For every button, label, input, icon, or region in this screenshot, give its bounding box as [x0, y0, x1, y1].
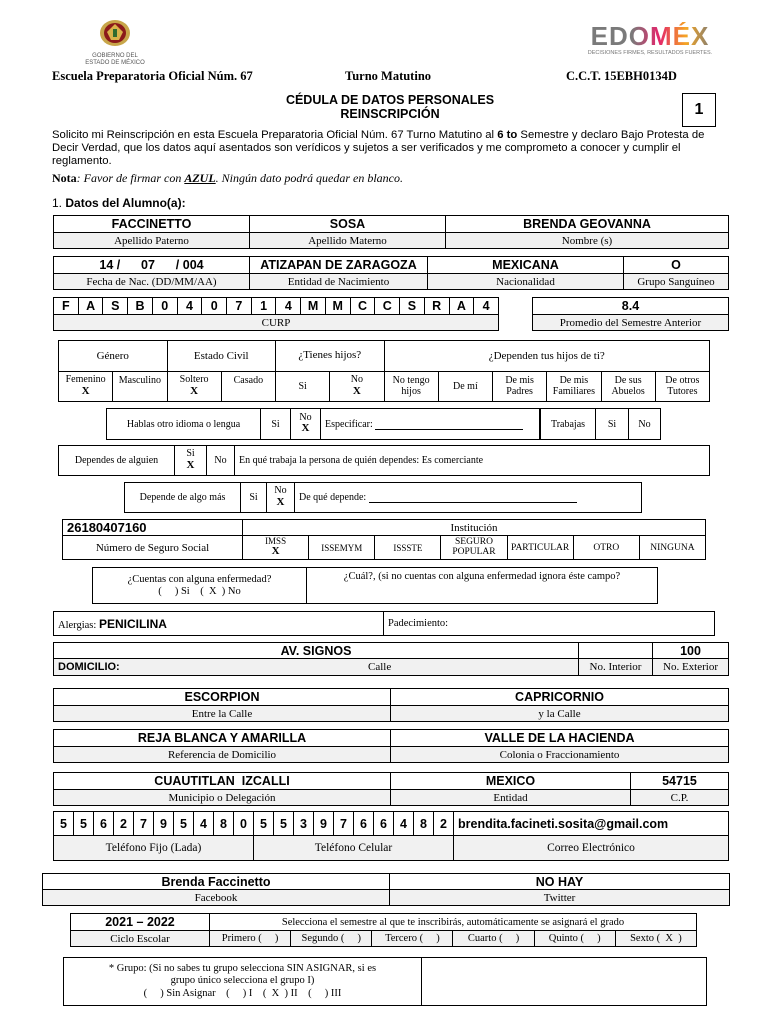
- ciclo-value[interactable]: 2021 – 2022: [71, 914, 210, 931]
- correo-label: Correo Electrónico: [454, 836, 729, 861]
- health-table: [92, 567, 658, 604]
- colonia-value[interactable]: VALLE DE LA HACIENDA: [391, 730, 729, 747]
- semestre-sexto-option[interactable]: [615, 931, 696, 947]
- edomex-logo: [560, 22, 740, 62]
- calle-label: Calle: [316, 659, 579, 676]
- edomex-slogan: DECISIONES FIRMES, RESULTADOS FUERTES.: [587, 50, 713, 56]
- intro-text-b: Semestre y declaro Bajo Protesta de Decir Verdad, que los datos aquí asentados son verídicos y sujetos a ser verificados y me comprometo a conocer y cumplir el reglamento.: [52, 129, 705, 167]
- curp-char[interactable]: A: [78, 298, 103, 315]
- curp-char[interactable]: 4: [177, 298, 202, 315]
- telefono-celular-digit[interactable]: 6: [354, 812, 374, 836]
- grupo-selector[interactable]: [64, 958, 422, 1006]
- curp-char[interactable]: S: [400, 298, 425, 315]
- hijos-no-mark: X: [352, 384, 361, 397]
- trabajas-no-option[interactable]: No: [629, 409, 661, 440]
- nationality-label: Nacionalidad: [428, 274, 624, 290]
- casado-option[interactable]: [221, 372, 275, 402]
- semestre-tercero-option[interactable]: Tercero ( ): [372, 931, 453, 947]
- padecimiento-label: Padecimiento:: [388, 618, 449, 629]
- twitter-label: Twitter: [390, 890, 730, 906]
- curp-char[interactable]: 1: [251, 298, 276, 315]
- institucion-header: Institución: [243, 520, 706, 536]
- curp-label: CURP: [54, 315, 499, 331]
- imss-mark: X: [271, 545, 280, 558]
- cual-enfermedad-field[interactable]: ¿Cuál?, (si no cuentas con alguna enfermedad ignora éste campo?: [307, 568, 658, 604]
- phones-table: [53, 811, 729, 861]
- nombre-value[interactable]: BRENDA GEOVANNA: [446, 216, 729, 233]
- language-no-mark: X: [301, 422, 310, 435]
- twitter-value[interactable]: NO HAY: [390, 874, 730, 890]
- calle-value[interactable]: AV. SIGNOS: [54, 643, 579, 659]
- ninguna-option[interactable]: NINGUNA: [639, 536, 705, 560]
- depend2-si-option[interactable]: Si: [241, 483, 267, 513]
- depend2-no-mark: X: [276, 495, 285, 508]
- state-government-logo: [70, 18, 160, 66]
- alergias-label: Alergias:: [58, 619, 97, 631]
- telefono-fijo-digit[interactable]: 9: [154, 812, 174, 836]
- language-no-option[interactable]: [291, 409, 321, 440]
- particular-option[interactable]: PARTICULAR: [507, 536, 573, 560]
- telefono-celular-digit[interactable]: 8: [414, 812, 434, 836]
- names-table: [53, 215, 729, 249]
- curp-char[interactable]: 0: [152, 298, 177, 315]
- telefono-fijo-digit[interactable]: 2: [114, 812, 134, 836]
- depend-table: [58, 445, 710, 476]
- curp-char[interactable]: S: [103, 298, 128, 315]
- school-name: Escuela Preparatoria Oficial Núm. 67: [52, 69, 253, 83]
- section-1-heading: [52, 196, 186, 210]
- family-table: [58, 340, 710, 402]
- hijos-si-option[interactable]: Si: [276, 372, 330, 402]
- birth-place-label: Entidad de Nacimiento: [250, 274, 428, 290]
- telefono-fijo-digit[interactable]: 8: [214, 812, 234, 836]
- depend-question: Dependes de alguien: [59, 446, 175, 476]
- gov-logo-line2: ESTADO DE MÉXICO: [85, 60, 145, 66]
- entidad-value[interactable]: MEXICO: [391, 773, 631, 790]
- telefono-fijo-digit[interactable]: 0: [234, 812, 254, 836]
- no-interior-value[interactable]: [579, 643, 653, 659]
- depend2-what-label: De qué depende:: [299, 492, 367, 503]
- casado-label: Casado: [233, 375, 264, 386]
- telefono-fijo-digit[interactable]: 5: [74, 812, 94, 836]
- promedio-table: [532, 297, 729, 331]
- apellido-paterno-value[interactable]: FACCINETTO: [54, 216, 250, 233]
- no-interior-label: No. Interior: [579, 659, 653, 676]
- grupo-table: [63, 957, 707, 1006]
- intro-text-a: Solicito mi Reinscripción en esta Escuela Preparatoria Oficial Núm. 67 Turno Matutino al: [52, 129, 498, 141]
- no-exterior-value[interactable]: 100: [653, 643, 729, 659]
- telefono-celular-digit[interactable]: 5: [274, 812, 294, 836]
- semestre-primero-option[interactable]: Primero ( ): [210, 931, 291, 947]
- curp-char[interactable]: C: [375, 298, 400, 315]
- depend2-what-field[interactable]: [295, 483, 642, 513]
- masculino-label: Masculino: [118, 375, 161, 386]
- coat-of-arms-icon: [97, 18, 133, 48]
- form-title-line2: REINSCRIPCIÓN: [340, 107, 440, 121]
- seguro-popular-option[interactable]: SEGURO POPULAR: [441, 536, 507, 560]
- estado-civil-header: Estado Civil: [167, 341, 276, 372]
- tienes-hijos-header: ¿Tienes hijos?: [276, 341, 385, 372]
- hijos-no-option[interactable]: [330, 372, 384, 402]
- imss-option[interactable]: [243, 536, 309, 560]
- correo-value[interactable]: brendita.facineti.sosita@gmail.com: [454, 812, 729, 836]
- curp-char[interactable]: C: [350, 298, 375, 315]
- telefono-celular-digit[interactable]: 3: [294, 812, 314, 836]
- telefono-celular-digit[interactable]: 4: [394, 812, 414, 836]
- apellido-materno-value[interactable]: SOSA: [250, 216, 446, 233]
- depend-occupation-label: En qué trabaja la persona de quién dependes:: [239, 455, 420, 466]
- municipio-table: [53, 772, 729, 806]
- genero-header: Género: [59, 341, 168, 372]
- municipio-label: Municipio o Delegación: [54, 790, 391, 806]
- apellido-paterno-label: Apellido Paterno: [54, 233, 250, 249]
- semestre-cuarto-option[interactable]: Cuarto ( ): [453, 931, 534, 947]
- entre-calle-value[interactable]: ESCORPION: [54, 689, 391, 706]
- ciclo-label: Ciclo Escolar: [71, 931, 210, 947]
- municipio-value[interactable]: CUAUTITLAN IZCALLI: [54, 773, 391, 790]
- femenino-label: Femenino: [65, 374, 106, 386]
- otro-option[interactable]: OTRO: [573, 536, 639, 560]
- telefono-fijo-digit[interactable]: 5: [174, 812, 194, 836]
- colonia-label: Colonia o Fraccionamiento: [391, 747, 729, 763]
- telefono-fijo-label: Teléfono Fijo (Lada): [54, 836, 254, 861]
- language-si-option[interactable]: Si: [261, 409, 291, 440]
- depend-si-option[interactable]: [175, 446, 207, 476]
- semestre-sexto-label: Sexto ( X ): [630, 933, 682, 944]
- facebook-value[interactable]: Brenda Faccinetto: [43, 874, 390, 890]
- telefono-fijo-digit[interactable]: 5: [54, 812, 74, 836]
- birth-place-value[interactable]: ATIZAPAN DE ZARAGOZA: [250, 257, 428, 274]
- section-title: Datos del Alumno(a):: [65, 196, 186, 210]
- grupo-line2: grupo único selecciona el grupo I): [170, 975, 315, 987]
- masculino-option[interactable]: [113, 372, 167, 402]
- nationality-value[interactable]: MEXICANA: [428, 257, 624, 274]
- no-tengo-hijos-option[interactable]: No tengo hijos: [384, 372, 438, 402]
- entre-calle-label: Entre la Calle: [54, 706, 391, 722]
- depend-no-option[interactable]: No: [207, 446, 235, 476]
- form-title-line1: CÉDULA DE DATOS PERSONALES: [285, 93, 495, 107]
- hijos-no-label: No: [350, 374, 363, 386]
- telefono-celular-digit[interactable]: 7: [334, 812, 354, 836]
- cp-value[interactable]: 54715: [631, 773, 729, 790]
- telefono-celular-digit[interactable]: 6: [374, 812, 394, 836]
- semestre-quinto-option[interactable]: Quinto ( ): [534, 931, 615, 947]
- telefono-celular-digit[interactable]: 9: [314, 812, 334, 836]
- y-calle-label: y la Calle: [391, 706, 729, 722]
- intro-paragraph: [52, 129, 728, 168]
- alergias-value: PENICILINA: [98, 616, 167, 631]
- edomex-logo-text: EDOMÉX: [560, 22, 740, 50]
- birth-date-label: Fecha de Nac. (DD/MM/AA): [54, 274, 250, 290]
- semestre-instruction: Selecciona el semestre al que te inscribirás, automáticamente se asignará el grado: [210, 914, 697, 931]
- de-mis-familiares-option[interactable]: De mis Familiares: [547, 372, 601, 402]
- alergias-field[interactable]: [54, 612, 384, 636]
- y-calle-value[interactable]: CAPRICORNIO: [391, 689, 729, 706]
- curp-char[interactable]: 7: [227, 298, 252, 315]
- telefono-fijo-digit[interactable]: 7: [134, 812, 154, 836]
- form-title: [200, 93, 580, 121]
- social-table: [42, 873, 730, 906]
- enfermedad-options: ( ) Si ( X ) No: [158, 585, 241, 597]
- imss-label: IMSS: [265, 536, 287, 546]
- entidad-label: Entidad: [391, 790, 631, 806]
- depend-occupation-field[interactable]: [235, 446, 710, 476]
- curp-char[interactable]: 4: [474, 298, 499, 315]
- cp-label: C.P.: [631, 790, 729, 806]
- depend-occupation-value: Es comerciante: [421, 455, 484, 466]
- section-number: 1.: [52, 196, 63, 210]
- soltero-option[interactable]: [167, 372, 221, 402]
- promedio-label: Promedio del Semestre Anterior: [533, 315, 729, 331]
- de-otros-tutores-option[interactable]: De otros Tutores: [655, 372, 709, 402]
- nss-value[interactable]: 26180407160: [63, 520, 243, 536]
- soltero-label: Soltero: [179, 374, 209, 386]
- apellido-materno-label: Apellido Materno: [250, 233, 446, 249]
- padecimiento-field[interactable]: [384, 612, 715, 636]
- enfermedad-question-text: ¿Cuentas con alguna enfermedad?: [127, 574, 272, 586]
- depend-si-label: Si: [186, 448, 195, 460]
- depend2-question: Depende de algo más: [125, 483, 241, 513]
- promedio-value[interactable]: 8.4: [533, 298, 729, 315]
- referencia-label: Referencia de Domicilio: [54, 747, 391, 763]
- grupo-options: ( ) Sin Asignar ( ) I ( X ) II ( ) III: [143, 987, 342, 999]
- no-exterior-label: No. Exterior: [653, 659, 729, 676]
- trabajas-question: Trabajas: [541, 409, 596, 440]
- allergy-table: [53, 611, 715, 636]
- semestre-segundo-option[interactable]: Segundo ( ): [291, 931, 372, 947]
- note-text-a: : Favor de firmar con: [76, 171, 185, 185]
- telefono-celular-label: Teléfono Celular: [254, 836, 454, 861]
- curp-char[interactable]: 4: [276, 298, 301, 315]
- telefono-fijo-digit[interactable]: 6: [94, 812, 114, 836]
- cct-code: C.C.T. 15EBH0134D: [566, 69, 677, 83]
- note-line: [52, 171, 403, 186]
- domicilio-table: [53, 642, 729, 676]
- soltero-mark: X: [190, 384, 199, 397]
- referencia-table: [53, 729, 729, 763]
- depend2-no-option[interactable]: [267, 483, 295, 513]
- grupo-line1: * Grupo: (Si no sabes tu grupo selecciona SIN ASIGNAR, si es: [108, 962, 377, 974]
- femenino-option[interactable]: [59, 372, 113, 402]
- de-sus-abuelos-option[interactable]: De sus Abuelos: [601, 372, 655, 402]
- de-mi-option[interactable]: De mí: [438, 372, 492, 402]
- curp-char[interactable]: M: [325, 298, 350, 315]
- intro-semester: 6 to: [497, 129, 518, 141]
- curp-char[interactable]: 0: [202, 298, 227, 315]
- note-azul: AZUL: [184, 171, 216, 185]
- referencia-value[interactable]: REJA BLANCA Y AMARILLA: [54, 730, 391, 747]
- work-table: [540, 408, 661, 440]
- femenino-mark: X: [81, 384, 90, 397]
- note-text-b: . Ningún dato podrá quedar en blanco.: [215, 171, 403, 185]
- curp-table: [53, 297, 499, 331]
- curp-char[interactable]: F: [54, 298, 79, 315]
- blood-type-label: Grupo Sanguíneo: [624, 274, 729, 290]
- domicilio-label: DOMICILIO:: [54, 659, 317, 676]
- entre-calles-table: [53, 688, 729, 722]
- trabajas-si-option[interactable]: Si: [596, 409, 629, 440]
- insurance-table: [62, 519, 706, 560]
- curp-char[interactable]: A: [449, 298, 474, 315]
- curp-char[interactable]: M: [301, 298, 326, 315]
- language-table: [106, 408, 540, 440]
- enfermedad-question[interactable]: [93, 568, 307, 604]
- issste-option[interactable]: ISSSTE: [375, 536, 441, 560]
- blood-type-value[interactable]: O: [624, 257, 729, 274]
- telefono-celular-digit[interactable]: 5: [254, 812, 274, 836]
- birth-date-value[interactable]: 14 / 07 / 004: [54, 257, 250, 274]
- language-specify-label: Especificar:: [325, 418, 373, 430]
- curp-char[interactable]: B: [128, 298, 153, 315]
- telefono-fijo-digit[interactable]: 4: [194, 812, 214, 836]
- gov-logo-line1: GOBIERNO DEL: [92, 53, 138, 59]
- language-no-label: No: [299, 411, 312, 423]
- curp-char[interactable]: R: [424, 298, 449, 315]
- issemym-option[interactable]: ISSEMYM: [309, 536, 375, 560]
- grupo-empty-cell: [422, 958, 707, 1006]
- language-specify-field[interactable]: [321, 409, 540, 440]
- ciclo-table: [70, 913, 697, 947]
- facebook-label: Facebook: [43, 890, 390, 906]
- telefono-celular-digit[interactable]: 2: [434, 812, 454, 836]
- shift: Turno Matutino: [345, 69, 432, 83]
- nombre-label: Nombre (s): [446, 233, 729, 249]
- language-question: Hablas otro idioma o lengua: [107, 409, 261, 440]
- depend-si-mark: X: [186, 458, 195, 471]
- birth-table: [53, 256, 729, 290]
- nss-label: Número de Seguro Social: [63, 536, 243, 560]
- note-label: Nota: [52, 171, 77, 185]
- de-mis-padres-option[interactable]: De mis Padres: [493, 372, 547, 402]
- page-number-box: 1: [682, 93, 716, 127]
- dependen-hijos-header: ¿Dependen tus hijos de ti?: [384, 341, 710, 372]
- depend2-table: [124, 482, 642, 513]
- depend2-no-label: No: [274, 485, 287, 497]
